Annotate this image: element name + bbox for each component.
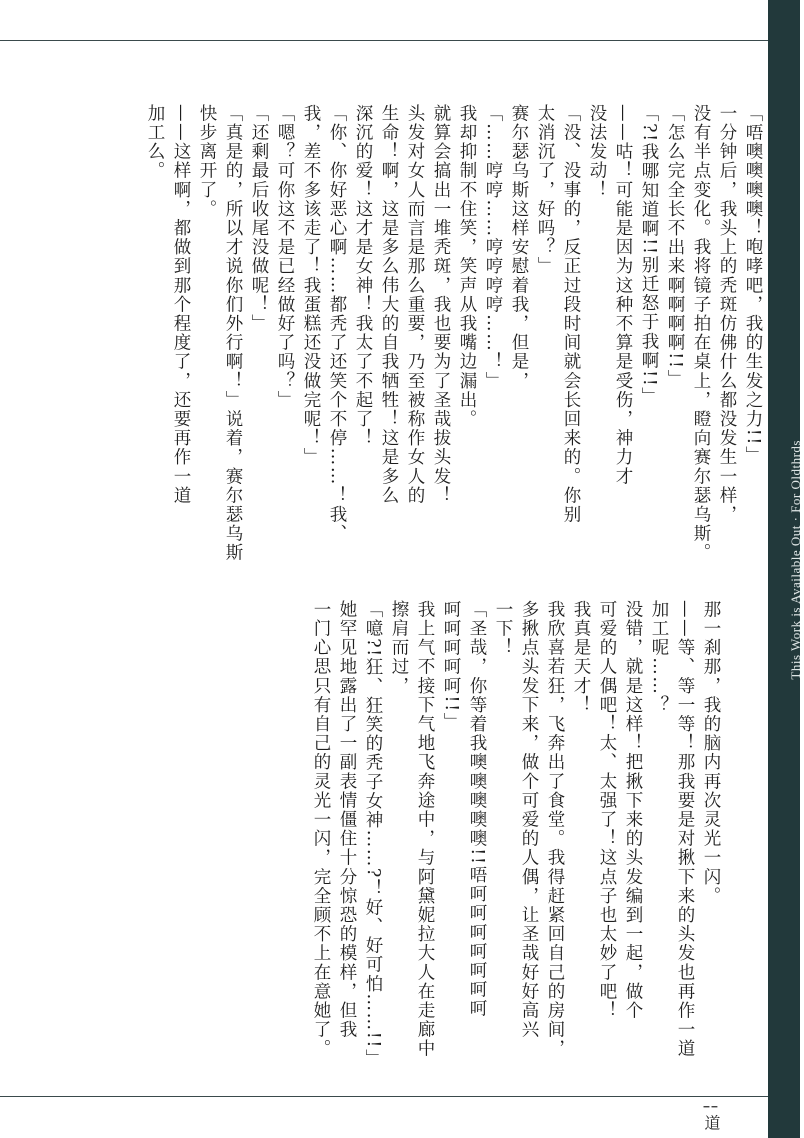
text-column: 生命！啊，这是多么伟大的自我牺牲！这是多么 <box>379 104 399 506</box>
text-column: 我却抑制不住笑，笑声从我嘴边漏出。 <box>457 104 477 429</box>
text-column: 深沉的爱！这才是女神！我太了不起了！ <box>353 104 373 448</box>
text-column: 「?!我哪知道啊!!别迁怒于我啊!!」 <box>639 104 659 407</box>
text-column: ——这样啊，都做到那个程度了，还要再作一道 <box>171 104 191 506</box>
text-column: 我真是天才！ <box>571 600 591 715</box>
page-tail-glyph: ¦ 道 <box>702 1104 721 1131</box>
text-column: 没错，就是这样！把揪下来的头发编到一起，做个 <box>623 600 643 1021</box>
text-column: 太消沉了，好吗？」 <box>535 104 555 276</box>
running-title: This Work is Available Out · For Oldthrds <box>788 440 803 680</box>
text-column: 「圣哉，你等着我噢噢噢噢噢!!唔呵呵呵呵呵呵呵 <box>467 600 487 1019</box>
text-column: 加工么。 <box>145 104 165 181</box>
text-column: 多揪点头发下来，做个可爱的人偶，让圣哉好好高兴 <box>519 600 539 1040</box>
text-column: 我，差不多该走了！我蛋糕还没做完呢！」 <box>301 104 321 467</box>
top-rule <box>0 40 768 41</box>
text-column: 「噫?!狂、狂笑的秃子女神……?！好、好可怕……!!」 <box>363 600 383 1069</box>
text-column: 「……哼哼……哼哼哼哼……！」 <box>483 104 503 391</box>
text-column: 「你、你好恶心啊……都秃了还笑个不停……！我、 <box>327 104 347 544</box>
text-column: 没有半点变化。我将镜子拍在桌上，瞪向赛尔瑟乌斯。 <box>691 104 711 563</box>
text-column: 赛尔瑟乌斯这样安慰着我，但是， <box>509 104 529 391</box>
text-column: 没法发动！ <box>587 104 607 200</box>
text-column: 我欣喜若狂，飞奔出了食堂。我得赶紧回自己的房间， <box>545 600 565 1059</box>
text-block-bottom <box>308 600 724 1090</box>
text-column: 加工呢……？ <box>649 600 669 715</box>
text-column: 就算会搞出一堆秃斑，我也要为了圣哉拔头发！ <box>431 104 451 506</box>
text-column: 「怎么完全长不出来啊啊啊啊!!」 <box>665 104 685 389</box>
text-column: 头发对女人而言是那么重要，乃至被称作女人的 <box>405 104 425 506</box>
text-column: 快步离开了。 <box>197 104 217 219</box>
text-column: 「真是的，所以才说你们外行啊！」说着，赛尔瑟乌斯 <box>223 104 243 563</box>
text-column: ——等、等一等！那我要是对揪下来的头发也再作一道 <box>675 600 695 1059</box>
text-column: 「还剩最后收尾没做呢！」 <box>249 104 269 334</box>
text-column: 那一刹那，我的脑内再次灵光一闪。 <box>701 600 721 906</box>
text-column: 「没、没事的，反正过段时间就会长回来的。你别 <box>561 104 581 525</box>
text-column: 我上气不接下气地飞奔途中，与阿黛妮拉大人在走廊中 <box>415 600 435 1059</box>
text-column: 一下！ <box>493 600 513 658</box>
text-column: 呵呵呵呵呵!!」 <box>441 600 461 732</box>
text-column: 擦肩而过， <box>389 600 409 696</box>
text-column: 一分钟后，我头上的秃斑仿佛什么都没发生一样， <box>717 104 737 525</box>
text-column: 一门心思只有自己的灵光一闪，完全顾不上在意她了。 <box>311 600 331 1059</box>
text-column: 可爱的人偶吧！太、太强了！这点子也太妙了吧！ <box>597 600 617 1021</box>
text-column: 「嗯？可你这不是已经做好了吗？」 <box>275 104 295 410</box>
text-column: ——咕！可能是因为这种不算是受伤，神力才 <box>613 104 633 486</box>
bottom-rule <box>0 1096 768 1097</box>
text-column: 她罕见地露出了一副表情僵住十分惊恐的模样，但我 <box>337 600 357 1040</box>
text-column: 「唔噢噢噢噢！咆哮吧，我的生发之力!!」 <box>743 104 763 466</box>
